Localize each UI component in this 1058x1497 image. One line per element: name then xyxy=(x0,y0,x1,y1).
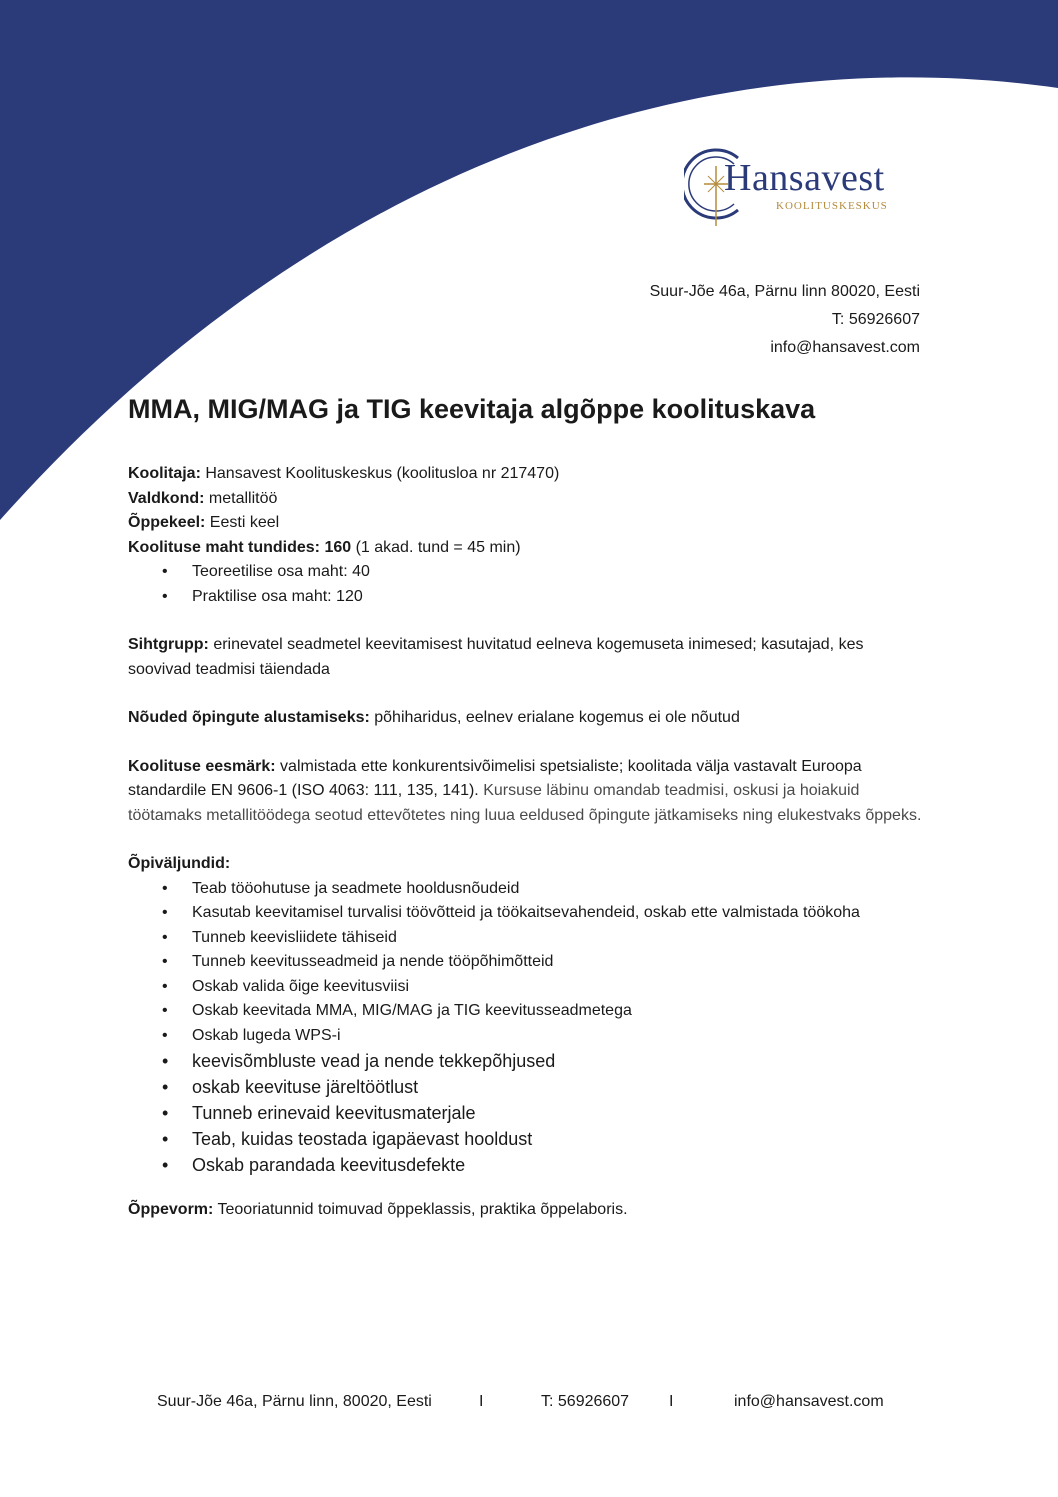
bullet-icon: • xyxy=(162,1129,169,1149)
bullet-icon: • xyxy=(162,1051,169,1071)
bullet-icon: • xyxy=(162,1103,169,1123)
bullet-icon: • xyxy=(162,1002,168,1019)
list-item-text: Oskab valida õige keevitusviisi xyxy=(192,977,409,995)
eesmark-label: Koolituse eesmärk: xyxy=(128,757,276,775)
bullet-icon: • xyxy=(162,879,168,897)
list-item xyxy=(128,877,928,902)
bullet-icon: • xyxy=(162,1155,169,1175)
list-item-text: Teab tööohutuse ja seadmete hooldusnõudeid xyxy=(192,879,520,897)
sihtgrupp-text: erinevatel seadmetel keevitamisest huvitatud eelneva kogemuseta inimesed; kasutajad, kes soovivad teadmisi täiendada xyxy=(128,636,864,678)
logo-subtitle: KOOLITUSKESKUS xyxy=(776,200,888,212)
nouded-paragraph xyxy=(128,706,928,731)
bullet-icon: • xyxy=(162,1026,168,1044)
list-item-text: Praktilise osa maht: 120 xyxy=(192,587,363,605)
valdkond-line xyxy=(128,487,928,512)
bullet-icon: • xyxy=(162,563,168,580)
document-title: MMA, MIG/MAG ja TIG keevitaja algõppe koolituskava xyxy=(128,394,816,424)
header-phone: T: 56926607 xyxy=(831,311,920,328)
bullet-icon: • xyxy=(162,1077,169,1097)
maht-value: (1 akad. tund = 45 min) xyxy=(351,538,521,556)
oppevorm-paragraph xyxy=(128,1198,928,1223)
list-item xyxy=(128,560,928,585)
eesmark-paragraph xyxy=(128,755,928,829)
bullet-icon: • xyxy=(162,928,168,946)
bullet-icon: • xyxy=(162,977,168,995)
footer-phone: T: 56926607 xyxy=(541,1393,630,1410)
list-item-text: Tunneb erinevaid keevitusmaterjale xyxy=(192,1103,476,1123)
bullet-icon: • xyxy=(162,587,168,605)
maht-line xyxy=(128,536,928,561)
opivaljundid-label: Õpiväljundid: xyxy=(128,855,231,872)
bullet-icon: • xyxy=(162,904,168,921)
list-item xyxy=(128,1048,928,1074)
valdkond-label: Valdkond: xyxy=(128,489,205,507)
koolitaja-value: Hansavest Koolituskeskus (koolitusloa nr 217470) xyxy=(200,465,560,482)
list-item xyxy=(128,1126,928,1152)
eesmark-text: valmistada ette konkurentsivõimelisi spetsialiste; koolitada välja vastavalt Euroopa standardile EN 9606-1 (ISO 4063: 111, 135, 141). xyxy=(128,757,862,799)
oppekeel-line xyxy=(128,511,928,536)
oppekeel-label: Õppekeel: xyxy=(128,514,206,531)
nouded-text: põhiharidus, eelnev erialane kogemus ei ole nõutud xyxy=(369,709,740,726)
list-item xyxy=(128,1100,928,1126)
list-item xyxy=(128,950,928,975)
list-item xyxy=(128,1074,928,1100)
nouded-label: Nõuded õpingute alustamiseks: xyxy=(128,709,370,726)
oppevorm-text: Teooriatunnid toimuvad õppeklassis, praktika õppelaboris. xyxy=(213,1201,628,1218)
sihtgrupp-paragraph xyxy=(128,633,928,682)
document-body xyxy=(128,462,928,1223)
list-item-text: keevisõmbluste vead ja nende tekkepõhjused xyxy=(192,1051,556,1071)
header-address: Suur-Jõe 46a, Pärnu linn 80020, Eesti xyxy=(649,283,920,300)
koolitaja-line xyxy=(128,462,928,487)
footer-address: Suur-Jõe 46a, Pärnu linn, 80020, Eesti xyxy=(157,1393,432,1410)
list-item xyxy=(128,1024,928,1049)
list-item-text: Teoreetilise osa maht: 40 xyxy=(192,563,370,580)
list-item-text: oskab keevituse järeltöötlust xyxy=(192,1077,419,1097)
list-item-text: Oskab keevitada MMA, MIG/MAG ja TIG keevitusseadmetega xyxy=(192,1002,632,1019)
header-contact-block xyxy=(650,278,920,362)
bullet-icon: • xyxy=(162,953,168,970)
footer-separator: I xyxy=(669,1393,674,1410)
list-item xyxy=(128,901,928,926)
list-item-text: Tunneb keevitusseadmeid ja nende tööpõhimõtteid xyxy=(192,953,554,970)
list-item-text: Teab, kuidas teostada igapäevast hooldust xyxy=(192,1129,533,1149)
list-item-text: Oskab parandada keevitusdefekte xyxy=(192,1155,466,1175)
oppekeel-value: Eesti keel xyxy=(205,514,280,531)
list-item xyxy=(128,926,928,951)
list-item xyxy=(128,585,928,610)
maht-list xyxy=(128,560,928,609)
list-item-text: Oskab lugeda WPS-i xyxy=(192,1026,341,1044)
maht-label: Koolituse maht tundides: 160 xyxy=(128,538,352,556)
header-email[interactable]: info@hansavest.com xyxy=(770,339,920,356)
list-item xyxy=(128,975,928,1000)
list-item-text: Tunneb keevisliidete tähiseid xyxy=(192,928,397,946)
eesmark-text-grey: Kursuse läbinu omandab teadmisi, oskusi ja hoiakuid töötamaks metallitöödega seotud ettevõtetes ning luua eeldused õpingute jätkamiseks ning elukestvaks õppeks. xyxy=(128,782,922,824)
koolitaja-label: Koolitaja: xyxy=(128,465,201,482)
list-item-text: Kasutab keevitamisel turvalisi töövõtteid ja töökaitsevahendeid, oskab ette valmistada töökoha xyxy=(192,904,860,921)
sihtgrupp-label: Sihtgrupp: xyxy=(128,636,209,653)
valdkond-value: metallitöö xyxy=(204,489,278,507)
footer-email[interactable]: info@hansavest.com xyxy=(734,1393,884,1410)
logo-wordmark: Hansavest xyxy=(724,157,885,199)
list-item xyxy=(128,999,928,1024)
hansavest-logo xyxy=(684,148,904,230)
oppevorm-label: Õppevorm: xyxy=(128,1201,214,1218)
opivaljundid-list xyxy=(128,877,928,1179)
list-item xyxy=(128,1152,928,1178)
opivaljundid-heading xyxy=(128,852,928,877)
footer-separator: I xyxy=(479,1393,484,1410)
